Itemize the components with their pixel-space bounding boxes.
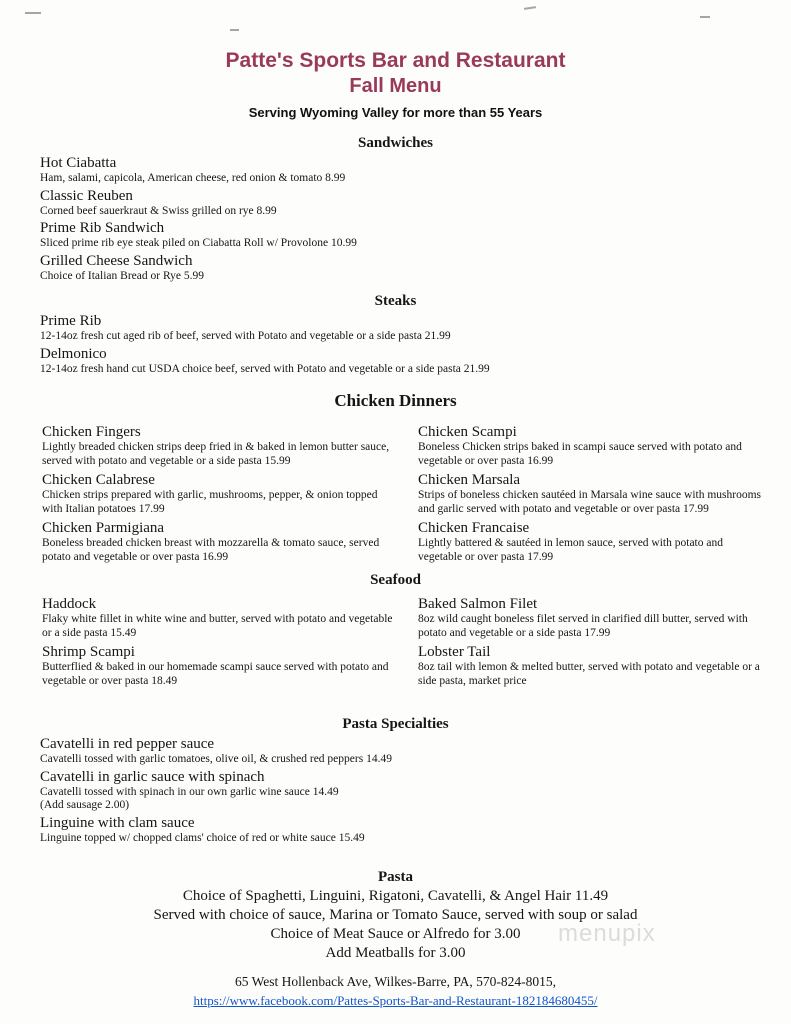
item-name: Chicken Fingers [42, 424, 141, 440]
facebook-link[interactable]: https://www.facebook.com/Pattes-Sports-Bar-and-Restaurant-182184680455/ [193, 993, 598, 1008]
item-name: Classic Reuben [40, 187, 133, 204]
menu-header [0, 0, 791, 121]
section-title-steaks: Steaks [374, 293, 417, 309]
item-name: Chicken Francaise [418, 520, 530, 536]
menu-item [40, 253, 755, 284]
menu-item [40, 155, 755, 186]
item-desc: 12-14oz fresh hand cut USDA choice beef, served with Potato and vegetable or a side pasta 21.99 [40, 362, 490, 375]
menu-item [42, 596, 394, 640]
menu-item [418, 520, 764, 564]
item-name: Delmonico [40, 345, 107, 362]
pasta-line: Served with choice of sauce, Marina or Tomato Sauce, served with soup or salad [153, 907, 638, 923]
menu-item [40, 188, 755, 219]
item-name: Chicken Marsala [418, 472, 521, 488]
menu-item [42, 472, 394, 516]
item-desc: Boneless breaded chicken breast with mozzarella & tomato sauce, served potato and vegetable or over pasta 16.99 [42, 537, 380, 563]
column-right [418, 592, 764, 688]
section-title-pasta: Pasta [378, 869, 413, 885]
item-note: (Add sausage 2.00) [40, 799, 130, 811]
menu-item [418, 424, 764, 468]
menupix-watermark: menupix [558, 920, 656, 947]
item-desc: Linguine topped w/ chopped clams' choice of red or white sauce 15.49 [40, 831, 365, 844]
item-name: Lobster Tail [418, 644, 491, 660]
pasta-line: Choice of Spaghetti, Linguini, Rigatoni, Cavatelli, & Angel Hair 11.49 [182, 888, 609, 904]
item-desc: Corned beef sauerkraut & Swiss grilled on rye 8.99 [40, 204, 277, 217]
scan-artifact [25, 12, 41, 14]
item-desc: Sliced prime rib eye steak piled on Ciabatta Roll w/ Provolone 10.99 [40, 237, 357, 249]
tagline: Serving Wyoming Valley for more than 55 Years [248, 105, 543, 120]
menu-item [40, 769, 755, 813]
footer [0, 973, 791, 1010]
item-name: Prime Rib Sandwich [40, 220, 165, 236]
menu-item [418, 644, 764, 688]
section-seafood [0, 592, 791, 688]
section-title-chicken-dinners: Chicken Dinners [334, 391, 457, 410]
section-pasta [0, 887, 791, 963]
item-name: Hot Ciabatta [40, 155, 117, 171]
item-desc: Lightly breaded chicken strips deep fried in & baked in lemon butter sauce, served with potato and vegetable or a side pasta 15.99 [42, 441, 390, 467]
scan-artifact [700, 16, 710, 18]
item-desc: Choice of Italian Bread or Rye 5.99 [40, 269, 205, 282]
item-desc: Cavatelli tossed with spinach in our own garlic wine sauce 14.49 [40, 785, 339, 798]
menu-item [40, 346, 755, 377]
pasta-line: Choice of Meat Sauce or Alfredo for 3.00 [270, 926, 521, 942]
item-name: Chicken Parmigiana [42, 520, 165, 536]
menu-item [42, 520, 394, 564]
menu-item [40, 220, 755, 251]
item-desc: Cavatelli tossed with garlic tomatoes, olive oil, & crushed red peppers 14.49 [40, 753, 392, 765]
item-desc: Chicken strips prepared with garlic, mushrooms, pepper, & onion topped with Italian potatoes 17.99 [42, 489, 378, 515]
item-desc: 12-14oz fresh cut aged rib of beef, served with Potato and vegetable or a side pasta 21.99 [40, 330, 451, 342]
item-desc: Flaky white fillet in white wine and butter, served with potato and vegetable or a side pasta 15.49 [42, 613, 393, 639]
menu-item [418, 596, 764, 640]
section-pasta-specialties [0, 736, 791, 845]
item-name: Chicken Scampi [418, 424, 517, 440]
item-name: Shrimp Scampi [42, 644, 135, 660]
restaurant-name: Patte's Sports Bar and Restaurant [225, 49, 566, 72]
menu-item [42, 424, 394, 468]
section-chicken-dinners [0, 420, 791, 564]
item-name: Cavatelli in garlic sauce with spinach [40, 768, 265, 785]
column-right [418, 420, 764, 564]
menu-item [40, 313, 755, 344]
item-name: Prime Rib [40, 313, 102, 329]
item-desc: 8oz tail with lemon & melted butter, served with potato and vegetable or a side pasta, market price [418, 661, 760, 687]
item-desc: 8oz wild caught boneless filet served in clarified dill butter, served with potato and vegetable or a side pasta 17.99 [418, 613, 748, 639]
item-name: Haddock [42, 596, 97, 612]
section-title-seafood: Seafood [370, 572, 421, 588]
menu-item [418, 472, 764, 516]
item-name: Linguine with clam sauce [40, 814, 195, 831]
item-desc: Butterflied & baked in our homemade scampi sauce served with potato and vegetable or over pasta 18.49 [42, 661, 389, 687]
menu-item [40, 736, 755, 767]
item-desc: Lightly battered & sautéed in lemon sauce, served with potato and vegetable or over pasta 17.99 [418, 537, 723, 563]
footer-address: 65 West Hollenback Ave, Wilkes-Barre, PA, 570-824-8015, [234, 974, 557, 989]
item-desc: Ham, salami, capicola, American cheese, red onion & tomato 8.99 [40, 172, 346, 184]
item-name: Cavatelli in red pepper sauce [40, 736, 215, 752]
menu-item [40, 815, 755, 846]
section-steaks [0, 313, 791, 376]
menu-title: Fall Menu [349, 75, 442, 97]
section-title-pasta-specialties: Pasta Specialties [342, 716, 449, 732]
item-desc: Strips of boneless chicken sautéed in Marsala wine sauce with mushrooms and garlic served with potato and vegetable or over pasta 17.99 [418, 489, 762, 515]
item-desc: Boneless Chicken strips baked in scampi sauce served with potato and vegetable or over pasta 16.99 [418, 441, 742, 467]
section-title-sandwiches: Sandwiches [357, 135, 434, 151]
scan-artifact [230, 29, 239, 31]
menu-item [42, 644, 394, 688]
column-left [42, 592, 394, 688]
item-name: Chicken Calabrese [42, 472, 155, 488]
item-name: Grilled Cheese Sandwich [40, 252, 193, 269]
item-name: Baked Salmon Filet [418, 596, 538, 612]
column-left [42, 420, 394, 564]
pasta-line: Add Meatballs for 3.00 [325, 945, 466, 961]
section-sandwiches [0, 155, 791, 283]
